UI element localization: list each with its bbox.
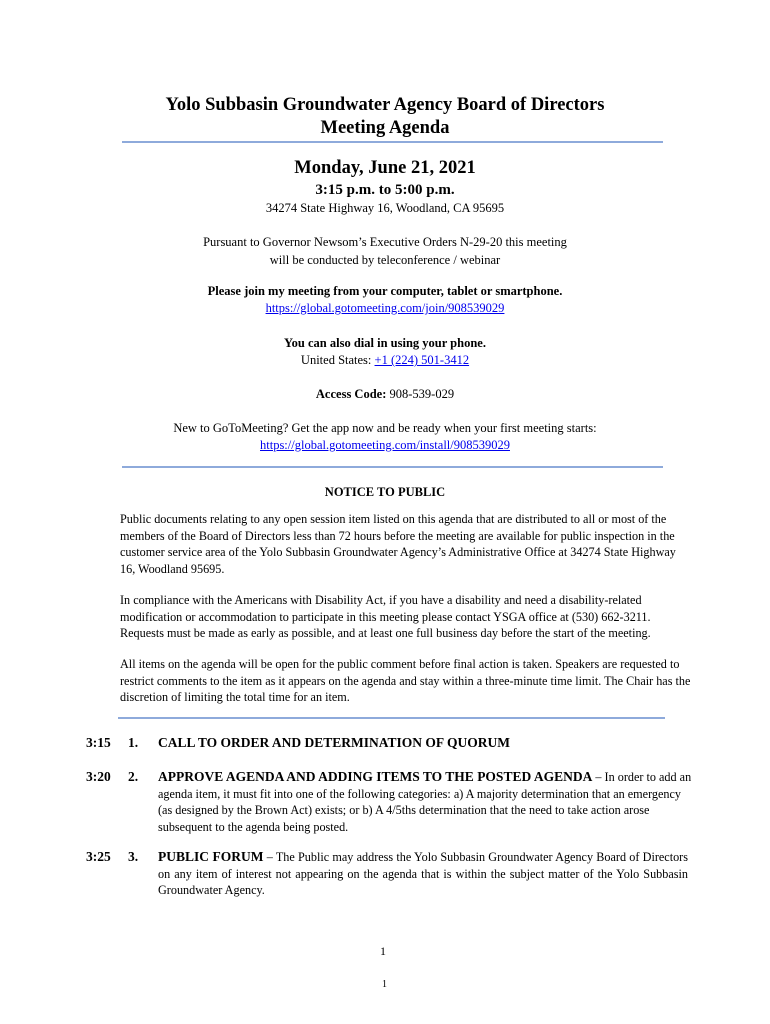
agenda-item-time: 3:20 (86, 769, 111, 784)
agenda-item-title: APPROVE AGENDA AND ADDING ITEMS TO THE POSTED AGENDA (158, 769, 593, 784)
join-meeting-link[interactable]: https://global.gotomeeting.com/join/908539029 (265, 301, 505, 315)
agenda-item-time: 3:15 (86, 735, 111, 750)
notice-paragraph-public-comment: All items on the agenda will be open for the public comment before final action is taken. Speakers are requested to restrict comments to the item as it appears on the agenda and stay within a three-minute time limit. The Chair has the discretion of limiting the total time for an item. (120, 657, 691, 704)
notice-divider (118, 717, 665, 719)
phone-number-link[interactable]: +1 (224) 501-3412 (374, 353, 470, 367)
agenda-item-number: 2. (128, 769, 139, 784)
meeting-address: 34274 State Highway 16, Woodland, CA 95695 (265, 201, 505, 215)
agenda-item-description: – The Public may address the Yolo Subbasin Groundwater Agency Board of Directors on any item of interest not appearing on the agenda that is within the subject matter of the Yolo Subbasin Groundwater Agency. (158, 850, 688, 897)
agenda-item-content (158, 769, 698, 835)
notice-paragraph-disability: In compliance with the Americans with Disability Act, if you have a disability and need a disability-related modification or accommodation to participate in this meeting please contact YSGA office at (530) 662-3211. Requests must be made as early as possible, and at least one full business day before the start of the meeting. (120, 593, 651, 640)
phone-row (0, 353, 770, 368)
meeting-date: Monday, June 21, 2021 (294, 158, 476, 178)
agenda-item-content (158, 849, 688, 899)
install-app-link[interactable]: https://global.gotomeeting.com/install/908539029 (260, 438, 510, 452)
agenda-item-number: 1. (128, 735, 139, 750)
agenda-item-time: 3:25 (86, 849, 111, 864)
notice-heading: NOTICE TO PUBLIC (324, 485, 446, 499)
header-divider (122, 141, 663, 143)
agenda-item-description: – In order to add an agenda item, it must fit into one of the following categories: a) A majority determination that an emergency (as designed by the Brown Act) exists; or b) A 4/5ths determination that the need to take action arose subsequent to the agenda being posted. (158, 770, 692, 834)
agenda-item-title: CALL TO ORDER AND DETERMINATION OF QUORUM (158, 735, 511, 750)
document-title-line-2: Meeting Agenda (320, 118, 450, 138)
dial-in-instructions: You can also dial in using your phone. (284, 336, 486, 350)
access-code-value: 908-539-029 (389, 387, 455, 401)
join-link-row (0, 301, 770, 316)
meeting-divider (122, 466, 663, 468)
access-code-row (0, 387, 770, 402)
new-user-text: New to GoToMeeting? Get the app now and be ready when your first meeting starts: (173, 421, 597, 435)
install-link-row (0, 438, 770, 453)
executive-order-line-1: Pursuant to Governor Newsom’s Executive Orders N-29-20 this meeting (203, 235, 567, 249)
page-number: 1 (380, 944, 386, 958)
phone-label: United States: (300, 353, 375, 367)
join-instructions: Please join my meeting from your computer, tablet or smartphone. (207, 284, 563, 298)
agenda-item-title: PUBLIC FORUM (158, 849, 264, 864)
access-code-label: Access Code: (315, 387, 390, 401)
document-title-line-1: Yolo Subbasin Groundwater Agency Board of Directors (165, 95, 605, 115)
notice-paragraph-documents: Public documents relating to any open session item listed on this agenda that are distributed to all or most of the members of the Board of Directors less than 72 hours before the meeting are available for public inspection in the customer service area of the Yolo Subbasin Groundwater Agency’s Administrative Office at 34274 State Highway 16, Woodland 95695. (120, 512, 676, 576)
viewer-page-indicator: 1 (382, 979, 387, 990)
meeting-time: 3:15 p.m. to 5:00 p.m. (315, 182, 455, 198)
agenda-item-number: 3. (128, 849, 139, 864)
executive-order-line-2: will be conducted by teleconference / webinar (269, 253, 501, 267)
